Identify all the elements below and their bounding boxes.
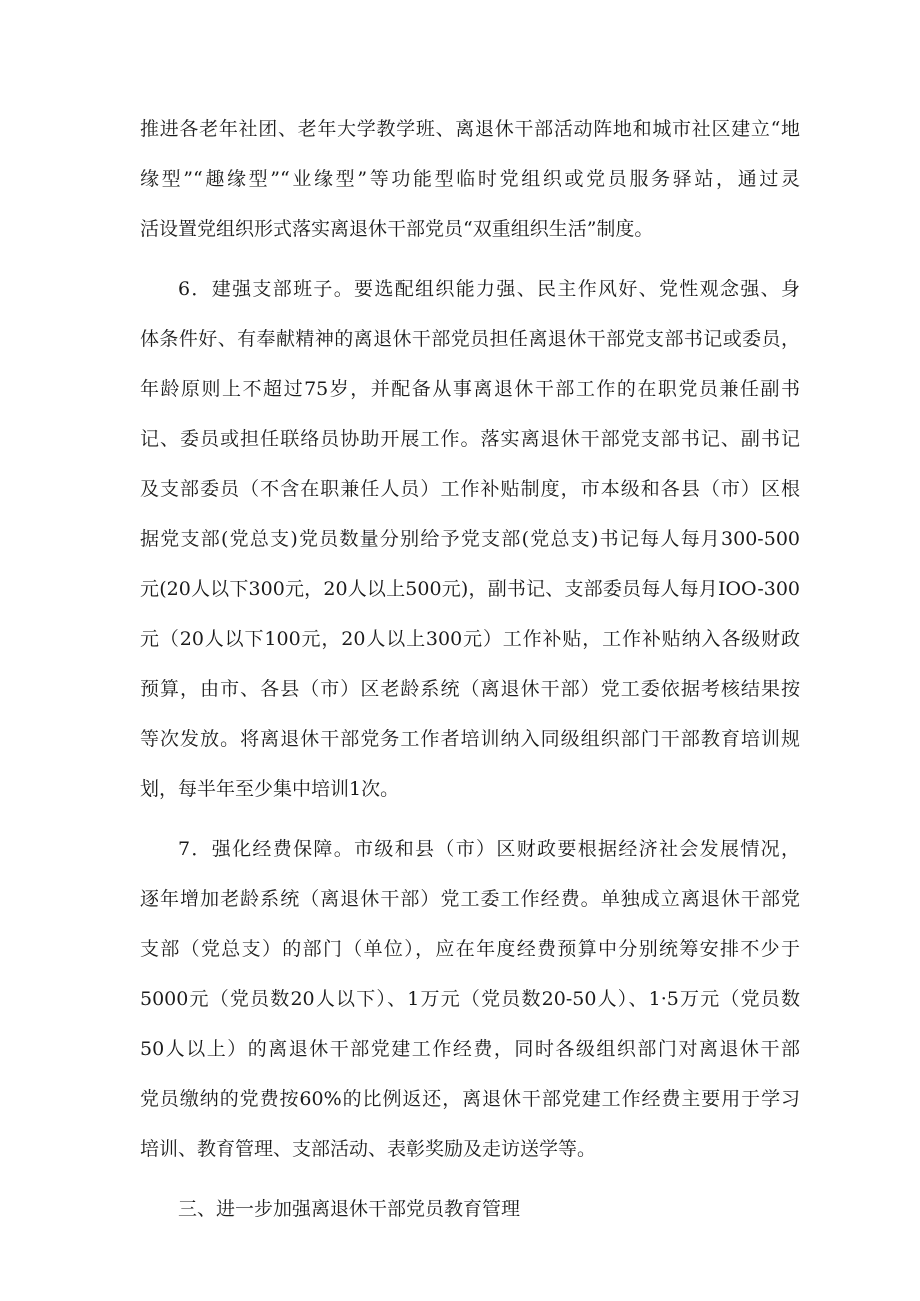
text-line: 缘型”“趣缘型”“业缘型”等功能型临时党组织或党员服务驿站，通过灵 xyxy=(140,168,800,190)
text-line: 及支部委员（不含在职兼任人员）工作补贴制度，市本级和各县（市）区根 xyxy=(140,478,800,500)
text-line: 推进各老年社团、老年大学教学班、离退休干部活动阵地和城市社区建立“地 xyxy=(140,118,800,140)
text-line: 党员缴纳的党费按60%的比例返还，离退休干部党建工作经费主要用于学习 xyxy=(140,1088,800,1110)
text-line: 据党支部(党总支)党员数量分别给予党支部(党总支)书记每人每月300-500 xyxy=(140,528,800,550)
text-line: 记、委员或担任联络员协助开展工作。落实离退休干部党支部书记、副书记 xyxy=(140,428,800,450)
text-line: 元(20人以下300元，20人以上500元)，副书记、支部委员每人每月IOO-300 xyxy=(140,578,800,600)
text-line: 支部（党总支）的部门（单位），应在年度经费预算中分别统筹安排不少于 xyxy=(140,938,800,960)
text-line: 体条件好、有奉献精神的离退休干部党员担任离退休干部党支部书记或委员， xyxy=(140,328,800,350)
text-line: 等次发放。将离退休干部党务工作者培训纳入同级组织部门干部教育培训规 xyxy=(140,728,800,750)
text-line: 逐年增加老龄系统（离退休干部）党工委工作经费。单独成立离退休干部党 xyxy=(140,888,800,910)
section-heading-text: 三、进一步加强离退休干部党员教育管理 xyxy=(178,1198,521,1220)
text-line: 元（20人以下100元，20人以上300元）工作补贴，工作补贴纳入各级财政 xyxy=(140,628,800,650)
text-line: 划，每半年至少集中培训1次。 xyxy=(140,778,400,800)
text-line: 50人以上）的离退休干部党建工作经费，同时各级组织部门对离退休干部 xyxy=(140,1038,800,1060)
text-line: 年龄原则上不超过75岁，并配备从事离退休干部工作的在职党员兼任副书 xyxy=(140,378,800,400)
text-line: 5000元（党员数20人以下）、1万元（党员数20-50人）、1·5万元（党员数 xyxy=(140,988,800,1010)
text-line: 6．建强支部班子。要选配组织能力强、民主作风好、党性观念强、身 xyxy=(178,278,800,300)
text-line: 预算，由市、各县（市）区老龄系统（离退休干部）党工委依据考核结果按 xyxy=(140,678,800,700)
text-line: 7．强化经费保障。市级和县（市）区财政要根据经济社会发展情况， xyxy=(178,838,800,860)
text-line: 活设置党组织形式落实离退休干部党员“双重组织生活”制度。 xyxy=(140,218,654,240)
text-line: 培训、教育管理、支部活动、表彰奖励及走访送学等。 xyxy=(140,1138,597,1160)
